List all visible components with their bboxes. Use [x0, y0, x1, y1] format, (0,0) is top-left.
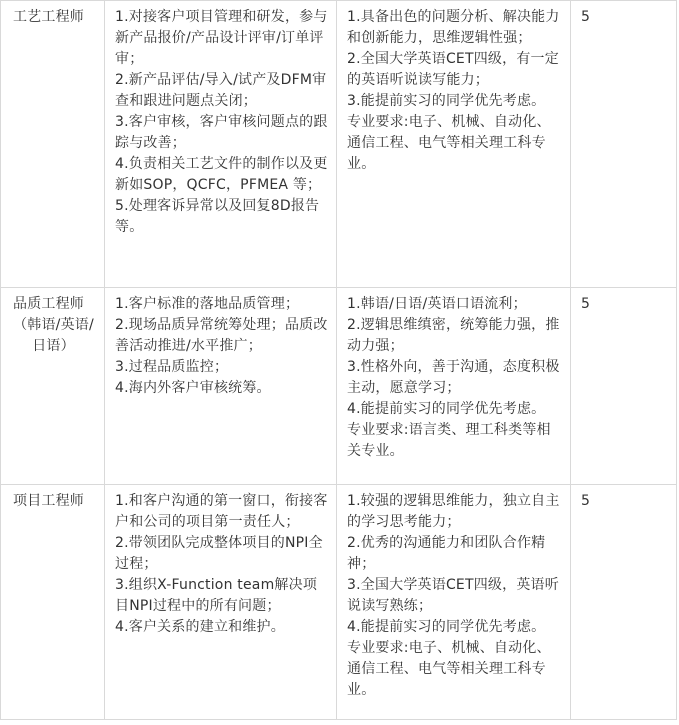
duty-item: 3.过程品质监控；	[115, 359, 229, 375]
duty-item: 2.现场品质异常统筹处理；品质改善活动推进/水平推广；	[115, 317, 328, 354]
requirement-item: 2.优秀的沟通能力和团队合作精神；	[347, 535, 546, 572]
requirements-cell	[337, 1, 571, 288]
requirement-item: 专业要求:电子、机械、自动化、通信工程、电气等相关理工科专业。	[347, 114, 551, 172]
requirement-item: 1.韩语/日语/英语口语流利；	[347, 296, 527, 312]
job-title-cell	[1, 485, 105, 720]
duty-item: 1.和客户沟通的第一窗口，衔接客户和公司的项目第一责任人；	[115, 493, 328, 530]
requirement-item: 2.全国大学英语CET四级，有一定的英语听说读写能力；	[347, 51, 559, 88]
requirement-item: 1.具备出色的问题分析、解决能力和创新能力，思维逻辑性强；	[347, 9, 560, 46]
requirements-cell	[337, 485, 571, 720]
job-title: 项目工程师	[13, 493, 84, 509]
requirement-item: 3.全国大学英语CET四级，英语听说读写熟练；	[347, 577, 559, 614]
headcount: 5	[581, 493, 591, 509]
duties-cell	[105, 1, 337, 288]
requirement-item: 专业要求:电子、机械、自动化、通信工程、电气等相关理工科专业。	[347, 640, 551, 698]
requirement-item: 4.能提前实习的同学优先考虑。	[347, 401, 546, 417]
duties-cell	[105, 485, 337, 720]
duty-item: 3.组织X-Function team解决项目NPI过程中的所有问题；	[115, 577, 318, 614]
requirement-item: 3.性格外向，善于沟通，态度积极主动，愿意学习；	[347, 359, 560, 396]
headcount: 5	[581, 9, 591, 25]
duty-item: 2.带领团队完成整体项目的NPI全过程；	[115, 535, 323, 572]
duty-item: 1.对接客户项目管理和研发，参与新产品报价/产品设计评审/订单评审；	[115, 9, 328, 67]
duty-item: 2.新产品评估/导入/试产及DFM审查和跟进问题点关闭；	[115, 72, 327, 109]
job-title-cell	[1, 1, 105, 288]
headcount-cell	[571, 1, 677, 288]
headcount: 5	[581, 296, 591, 312]
job-title-cell	[1, 288, 105, 485]
table-row	[1, 288, 677, 485]
duty-item: 4.海内外客户审核统筹。	[115, 380, 271, 396]
job-title: 工艺工程师	[13, 9, 84, 25]
headcount-cell	[571, 288, 677, 485]
requirements-cell	[337, 288, 571, 485]
duty-item: 3.客户审核，客户审核问题点的跟踪与改善；	[115, 114, 328, 151]
duty-item: 5.处理客诉异常以及回复8D报告等。	[115, 198, 320, 235]
headcount-cell	[571, 485, 677, 720]
job-title: 品质工程师	[13, 296, 84, 312]
table-row	[1, 1, 677, 288]
requirement-item: 专业要求:语言类、理工科类等相关专业。	[347, 422, 551, 459]
duty-item: 1.客户标准的落地品质管理；	[115, 296, 300, 312]
job-title-languages: （韩语/英语/日语）	[13, 317, 94, 354]
requirement-item: 2.逻辑思维缜密，统筹能力强，推动力强；	[347, 317, 560, 354]
duty-item: 4.负责相关工艺文件的制作以及更新如SOP，QCFC，PFMEA 等；	[115, 156, 328, 193]
table-row	[1, 485, 677, 720]
requirement-item: 4.能提前实习的同学优先考虑。	[347, 619, 546, 635]
requirement-item: 1.较强的逻辑思维能力，独立自主的学习思考能力；	[347, 493, 560, 530]
duty-item: 4.客户关系的建立和维护。	[115, 619, 285, 635]
requirement-item: 3.能提前实习的同学优先考虑。	[347, 93, 546, 109]
duties-cell	[105, 288, 337, 485]
